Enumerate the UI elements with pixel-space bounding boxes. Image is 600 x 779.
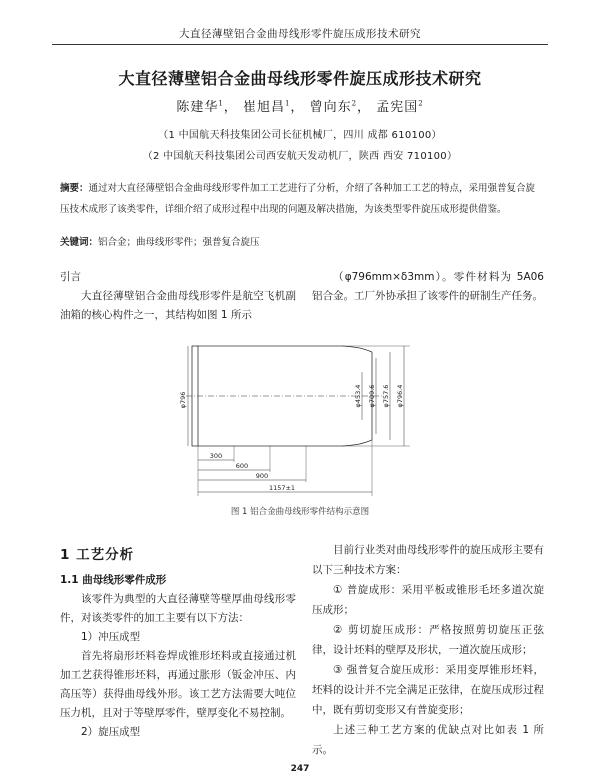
intro-paragraph: 大直径薄壁铝合金曲母线形零件是航空飞机副油箱的核心构件之一，其结构如图 1 所示 (60, 290, 296, 321)
dim-right-label: φ709.6 (368, 384, 376, 408)
dim-bottom-label: 300 (209, 452, 223, 460)
dim-bottom-label: 900 (255, 472, 269, 480)
author: 孟宪国 (376, 100, 419, 115)
author-list: 陈建华$^1$， 崔旭昌$^1$， 曾向东$^2$， 孟宪国$^2$ (176, 99, 424, 115)
dim-right-label: φ757.6 (382, 384, 390, 408)
list-item: 2）旋压成型 (81, 726, 141, 738)
section-heading: 1 工艺分析 (60, 547, 135, 563)
keywords (60, 234, 542, 248)
author-sup: 1 (218, 99, 224, 108)
keywords-label: 关键词： (60, 237, 99, 248)
affiliation-2: （2 中国航天科技集团公司西安航天发动机厂，陕西 西安 710100） (142, 151, 458, 162)
abstract-text: 通过对大直径薄壁铝合金曲母线形零件加工工艺进行了分析，介绍了各种加工工艺的特点，采用强普复合旋压技术成形了该类零件，详细介绍了成形过程中出现的问题及解决措施，为该类型零件旋压成形提供借鉴。 (60, 183, 536, 215)
paragraph: 该零件为典型的大直径薄壁等壁厚曲母线形零件，对该类零件的加工主要有以下方法： (60, 593, 296, 624)
part-top-edge (198, 346, 372, 352)
list-item: ③ 强普复合旋压成形：采用变厚锥形坯料，坯料的设计并不完全满足正弦律，在旋压成形过程中，既有剪切变形又有普旋变形； (312, 664, 544, 716)
paragraph: 目前行业类对曲母线形零件的旋压成形主要有以下三种技术方案： (312, 544, 544, 576)
intro-right (312, 268, 544, 306)
figure-caption: 图 1 铝合金曲母线形零件结构示意图 (230, 507, 370, 517)
intro-heading: 引言 (60, 271, 81, 283)
paper-title: 大直径薄壁铝合金曲母线形零件旋压成形技术研究 (118, 69, 482, 88)
figure-1 (179, 338, 426, 498)
dim-left-label: φ796 (179, 391, 187, 409)
header-rule (52, 44, 548, 45)
running-header: 大直径薄壁铝合金曲母线形零件旋压成形技术研究 (179, 28, 421, 40)
paragraph: 上述三种工艺方案的优缺点对比如表 1 所示。 (312, 724, 544, 756)
page-number: 247 (290, 764, 310, 774)
dim-right-label: φ453.4 (354, 384, 362, 408)
section1-right (312, 540, 544, 760)
author: 崔旭昌 (242, 100, 285, 115)
list-item: 1）冲压成型 (81, 631, 141, 643)
author-sup: 1 (284, 99, 291, 108)
author: 陈建华 (176, 100, 219, 115)
intro-left (60, 268, 296, 325)
intro-paragraph-cont: （φ796mm×δ3mm）。零件材料为 5A06 铝合金。工厂外协承担了该零件的研制生产任务。 (312, 271, 544, 302)
author-sup: 2 (418, 99, 424, 108)
affiliation-1: （1 中国航天科技集团公司长征机械厂，四川 成都 610100） (158, 130, 442, 141)
author-sup: 2 (351, 99, 358, 108)
part-bottom-edge (198, 440, 372, 446)
dim-bottom-label: 1157±1 (268, 484, 296, 492)
section1-left (60, 546, 296, 742)
keywords-text: 铝合金；曲母线形零件；强普复合旋压 (98, 237, 260, 248)
list-item: ② 剪切旋压成形：严格按照剪切旋压正弦律，设计坯料的壁厚及形状，一道次旋压成形； (312, 624, 544, 656)
list-item: ① 普旋成形：采用平板或锥形毛坯多道次旋压成形； (312, 584, 544, 616)
dim-bottom-label: 600 (235, 462, 249, 470)
subsection-heading: 1.1 曲母线形零件成形 (60, 574, 167, 586)
author: 曾向东 (309, 100, 352, 115)
paragraph: 首先将扇形坯料卷焊成锥形坯料或直接通过机加工艺获得锥形坯料，再通过胀形（钣金冲压、内高压等）获得曲母线外形。该工艺方法需要大吨位压力机，且对于等壁厚零件，壁厚变化不易控制。 (60, 650, 296, 719)
dim-right-label: φ796.4 (396, 384, 404, 408)
abstract (60, 178, 542, 220)
abstract-label: 摘要： (60, 183, 89, 194)
